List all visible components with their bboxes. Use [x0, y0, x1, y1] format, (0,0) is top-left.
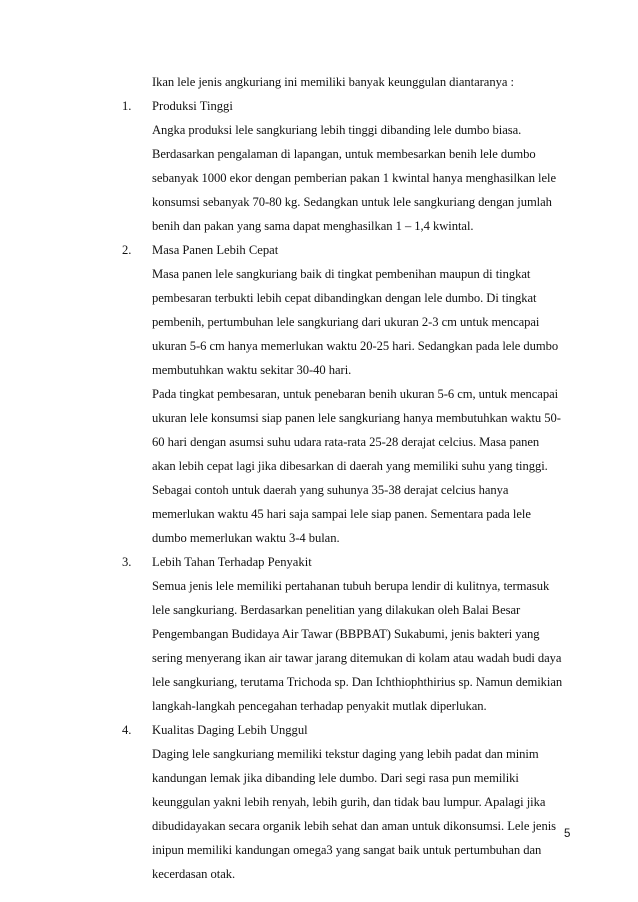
section-1-line: sebanyak 1000 ekor dengan pemberian pakan 1 kwintal hanya menghasilkan lele — [152, 171, 557, 185]
section-2-line: memerlukan waktu 45 hari saja sampai lele siap panen. Sementara pada lele — [152, 507, 531, 521]
section-2-title: Masa Panen Lebih Cepat — [152, 243, 279, 257]
section-3-line: lele sangkuriang. Berdasarkan penelitian yang dilakukan oleh Balai Besar — [152, 603, 521, 617]
section-4-line: kecerdasan otak. — [152, 867, 236, 881]
section-1-title: Produksi Tinggi — [152, 99, 233, 113]
section-3-title: Lebih Tahan Terhadap Penyakit — [152, 555, 312, 569]
section-1-number: 1. — [122, 99, 132, 113]
page-number: 5 — [564, 828, 571, 840]
section-2-line: membutuhkan waktu sekitar 30-40 hari. — [152, 363, 352, 377]
section-1-line: konsumsi sebanyak 70-80 kg. Sedangkan untuk lele sangkuriang dengan jumlah — [152, 195, 552, 209]
section-2-number: 2. — [122, 243, 132, 257]
section-3-line: Semua jenis lele memiliki pertahanan tubuh berupa lendir di kulitnya, termasuk — [152, 579, 550, 593]
section-4-line: Daging lele sangkuriang memiliki tekstur daging yang lebih padat dan minim — [152, 747, 539, 761]
section-2-line: akan lebih cepat lagi jika dibesarkan di daerah yang memiliki suhu yang tinggi. — [152, 459, 548, 473]
section-1-line: Berdasarkan pengalaman di lapangan, untuk membesarkan benih lele dumbo — [152, 147, 536, 161]
section-2-line: Masa panen lele sangkuriang baik di tingkat pembenihan maupun di tingkat — [152, 267, 531, 281]
section-3-line: sering menyerang ikan air tawar jarang ditemukan di kolam atau wadah budi daya — [152, 651, 562, 665]
section-2-line: pembesaran terbukti lebih cepat dibandingkan dengan lele dumbo. Di tingkat — [152, 291, 537, 305]
section-2-line: ukuran 5-6 cm hanya memerlukan waktu 20-25 hari. Sedangkan pada lele dumbo — [152, 339, 559, 353]
section-2-line: ukuran lele konsumsi siap panen lele sangkuriang hanya membutuhkan waktu 50- — [152, 411, 561, 425]
section-4-line: kandungan lemak jika dibanding lele dumbo. Dari segi rasa pun memiliki — [152, 771, 519, 785]
section-4-title: Kualitas Daging Lebih Unggul — [152, 723, 308, 737]
section-4-line: keunggulan yakni lebih renyah, lebih gurih, dan tidak bau lumpur. Apalagi jika — [152, 795, 546, 809]
section-4-number: 4. — [122, 723, 132, 737]
section-4-line: inipun memiliki kandungan omega3 yang sangat baik untuk pertumbuhan dan — [152, 843, 542, 857]
section-1-line: Angka produksi lele sangkuriang lebih tinggi dibanding lele dumbo biasa. — [152, 123, 522, 137]
section-3-line: lele sangkuriang, terutama Trichoda sp. Dan Ichthiophthirius sp. Namun demikian — [152, 675, 563, 689]
intro-text: Ikan lele jenis angkuriang ini memiliki banyak keunggulan diantaranya : — [152, 75, 514, 89]
section-1-line: benih dan pakan yang sama dapat menghasilkan 1 – 1,4 kwintal. — [152, 219, 474, 233]
section-2-line: Sebagai contoh untuk daerah yang suhunya 35-38 derajat celcius hanya — [152, 483, 509, 497]
section-2-line: pembenih, pertumbuhan lele sangkuriang dari ukuran 2-3 cm untuk mencapai — [152, 315, 540, 329]
section-3-line: langkah-langkah pencegahan terhadap penyakit mutlak diperlukan. — [152, 699, 487, 713]
section-2-line: dumbo memerlukan waktu 3-4 bulan. — [152, 531, 340, 545]
section-3-line: Pengembangan Budidaya Air Tawar (BBPBAT) Sukabumi, jenis bakteri yang — [152, 627, 540, 641]
section-4-line: dibudidayakan secara organik lebih sehat dan aman untuk dikonsumsi. Lele jenis — [152, 819, 557, 833]
section-2-line: Pada tingkat pembesaran, untuk penebaran benih ukuran 5-6 cm, untuk mencapai — [152, 387, 559, 401]
section-2-line: 60 hari dengan asumsi suhu udara rata-rata 25-28 derajat celcius. Masa panen — [152, 435, 540, 449]
section-3-number: 3. — [122, 555, 132, 569]
